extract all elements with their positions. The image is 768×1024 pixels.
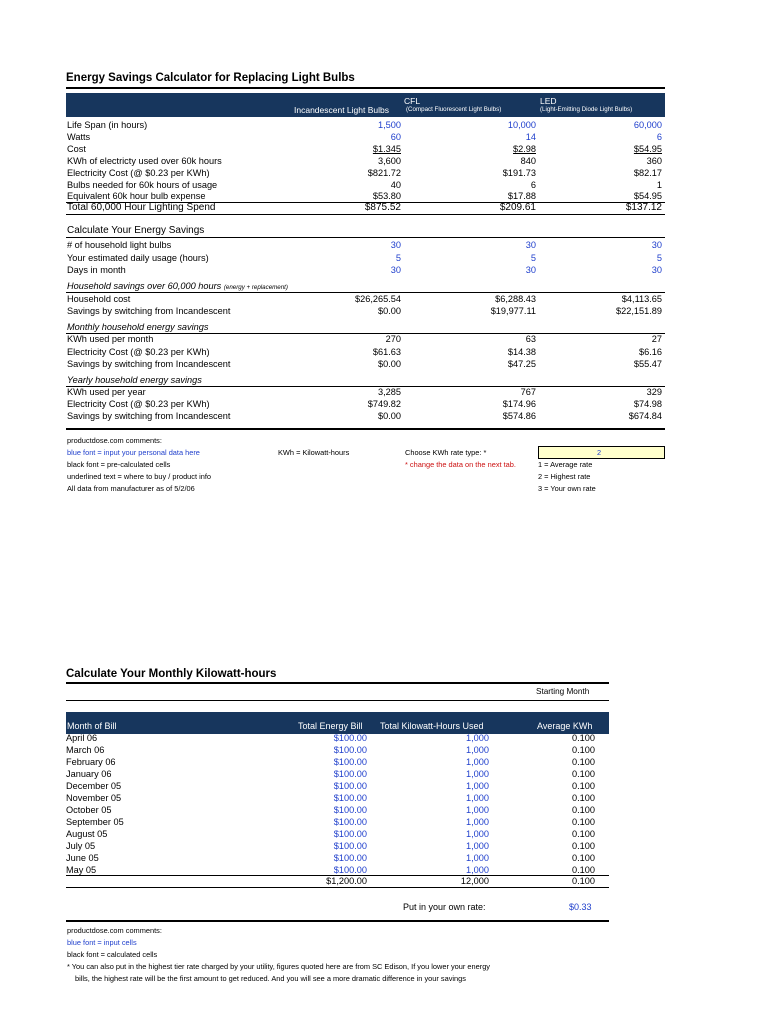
monthly-star-note-1: * You can also put in the highest tier rate charged by your utility, figures quoted here are from SC Edison, If you lower your energy <box>67 962 491 971</box>
table-row <box>0 398 768 410</box>
household-heading-sub: (energy + replacement) <box>223 284 288 291</box>
choose-rate-label: Choose KWh rate type: * <box>405 448 487 457</box>
rate-option-3: 3 = Your own rate <box>538 484 596 493</box>
kwh-input[interactable]: 1,000 <box>466 793 489 803</box>
title-rule <box>66 87 665 89</box>
table-row <box>0 143 768 155</box>
avg-cell: 0.100 <box>572 769 595 779</box>
avg-cell: 0.100 <box>572 781 595 791</box>
table-row <box>0 155 768 167</box>
table-row <box>0 305 768 317</box>
incandescent-value: 270 <box>385 334 401 344</box>
kwh-input[interactable]: 1,000 <box>466 733 489 743</box>
led-value: $4,113.65 <box>621 294 662 304</box>
table-row <box>0 119 768 131</box>
cfl-value: $6,288.43 <box>495 294 536 304</box>
incandescent-value: 40 <box>390 180 401 190</box>
starting-month-label: Starting Month <box>536 687 590 696</box>
col-bill-header: Total Energy Bill <box>298 721 363 731</box>
led-value[interactable]: 6 <box>656 132 662 142</box>
cfl-value[interactable]: 10,000 <box>507 120 536 130</box>
table-row <box>0 386 768 398</box>
row-label: Electricity Cost (@ $0.23 per KWh) <box>67 399 210 409</box>
cfl-value: $17.88 <box>507 191 536 201</box>
cfl-value: $14.38 <box>507 347 536 357</box>
table-row <box>0 252 768 264</box>
total-kwh: 12,000 <box>460 876 489 886</box>
table-row <box>0 756 768 768</box>
cfl-value: $191.73 <box>502 168 536 178</box>
month-cell: August 05 <box>66 829 108 839</box>
avg-cell: 0.100 <box>572 841 595 851</box>
incandescent-value: $53.80 <box>372 191 401 201</box>
month-cell: December 05 <box>66 781 122 791</box>
monthly-blue-note: blue font = input cells <box>67 938 137 947</box>
cfl-value: 6 <box>530 180 536 190</box>
table-row <box>0 333 768 345</box>
table-row <box>0 346 768 358</box>
own-rate-input[interactable]: $0.33 <box>569 902 592 912</box>
table-row <box>0 816 768 828</box>
table-row <box>0 780 768 792</box>
table-row <box>0 732 768 744</box>
row-label: Watts <box>67 132 91 142</box>
bill-input[interactable]: $100.00 <box>333 793 367 803</box>
kwh-input[interactable]: 1,000 <box>466 853 489 863</box>
led-input[interactable]: 30 <box>651 240 662 250</box>
incandescent-value: $821.72 <box>367 168 401 178</box>
row-label: Cost <box>67 144 86 154</box>
table-row <box>0 239 768 251</box>
cfl-value[interactable]: 14 <box>525 132 536 142</box>
led-total: $137.12 <box>625 202 662 213</box>
kwh-input[interactable]: 1,000 <box>466 805 489 815</box>
table-row <box>0 804 768 816</box>
total-bill: $1,200.00 <box>326 876 367 886</box>
avg-cell: 0.100 <box>572 829 595 839</box>
monthly-header-band <box>66 712 609 734</box>
avg-cell: 0.100 <box>572 745 595 755</box>
incandescent-total: $875.52 <box>364 202 401 213</box>
col-incandescent-header: Incandescent Light Bulbs <box>294 105 389 115</box>
cfl-value: $574.86 <box>502 411 536 421</box>
led-value: 360 <box>646 156 662 166</box>
table-row <box>0 264 768 276</box>
household-heading-text: Household savings over 60,000 hours <box>67 281 222 291</box>
incandescent-value: $0.00 <box>378 411 401 421</box>
incandescent-value: 3,285 <box>378 387 401 397</box>
avg-cell: 0.100 <box>572 817 595 827</box>
rate-option-2: 2 = Highest rate <box>538 472 591 481</box>
rate-option-1: 1 = Average rate <box>538 460 593 469</box>
calculator-header-band <box>66 93 665 117</box>
table-row <box>0 828 768 840</box>
month-cell: February 06 <box>66 757 116 767</box>
month-cell: May 05 <box>66 865 97 875</box>
led-value: $82.17 <box>633 168 662 178</box>
total-avg: 0.100 <box>572 876 595 886</box>
kwh-input[interactable]: 1,000 <box>466 865 489 875</box>
savings-rule <box>66 237 665 238</box>
led-value: 27 <box>651 334 662 344</box>
kwh-input[interactable]: 1,000 <box>466 781 489 791</box>
table-row <box>0 410 768 422</box>
led-input[interactable]: 5 <box>656 253 662 263</box>
bill-input[interactable]: $100.00 <box>333 853 367 863</box>
led-value: $55.47 <box>633 359 662 369</box>
col-led-header: LED <box>540 96 557 106</box>
cfl-cost-link[interactable]: $2.98 <box>513 144 536 154</box>
cfl-value: $47.25 <box>507 359 536 369</box>
table-row <box>0 840 768 852</box>
led-value: 1 <box>656 180 662 190</box>
own-rate-label: Put in your own rate: <box>403 902 486 912</box>
month-cell: April 06 <box>66 733 98 743</box>
row-label: # of household light bulbs <box>67 240 172 250</box>
incandescent-input[interactable]: 5 <box>395 253 401 263</box>
change-data-note: * change the data on the next tab. <box>405 460 516 469</box>
cfl-value: 840 <box>520 156 536 166</box>
led-cost-link[interactable]: $54.95 <box>633 144 662 154</box>
month-cell: November 05 <box>66 793 122 803</box>
kwh-input[interactable]: 1,000 <box>466 841 489 851</box>
section-end-rule <box>66 428 665 430</box>
month-cell: June 05 <box>66 853 99 863</box>
row-label: KWh of electricty used over 60k hours <box>67 156 222 166</box>
starting-month-rule <box>66 700 609 701</box>
table-row <box>0 792 768 804</box>
cfl-input[interactable]: 30 <box>525 265 536 275</box>
black-font-note: black font = pre-calculated cells <box>67 460 171 469</box>
avg-cell: 0.100 <box>572 805 595 815</box>
table-row <box>0 131 768 143</box>
cfl-value: $174.96 <box>502 399 536 409</box>
cfl-value: 63 <box>525 334 536 344</box>
row-label: Electricity Cost (@ $0.23 per KWh) <box>67 168 210 178</box>
bill-input[interactable]: $100.00 <box>333 733 367 743</box>
monthly-heading: Monthly household energy savings <box>67 322 209 332</box>
incandescent-value: 3,600 <box>378 156 401 166</box>
incandescent-input[interactable]: 30 <box>390 265 401 275</box>
underline-note: underlined text = where to buy / product info <box>67 472 212 481</box>
row-label: KWh used per month <box>67 334 154 344</box>
table-row <box>0 293 768 305</box>
data-source-note: All data from manufacturer as of 5/2/06 <box>67 484 195 493</box>
table-row <box>0 744 768 756</box>
bill-input[interactable]: $100.00 <box>333 805 367 815</box>
row-label: Life Span (in hours) <box>67 120 148 130</box>
kwh-input[interactable]: 1,000 <box>466 817 489 827</box>
row-label: Savings by switching from Incandescent <box>67 306 231 316</box>
monthly-star-note-2: bills, the highest rate will be the first amount to get reduced. And you will see a more dramatic difference in your savings <box>75 974 466 983</box>
bill-input[interactable]: $100.00 <box>333 769 367 779</box>
total-bottom-rule <box>66 214 665 215</box>
month-cell: October 05 <box>66 805 112 815</box>
col-avg-header: Average KWh <box>537 721 593 731</box>
table-row <box>0 852 768 864</box>
savings-heading: Calculate Your Energy Savings <box>67 225 205 236</box>
incandescent-value: $61.63 <box>372 347 401 357</box>
notes-header: productdose.com comments: <box>67 436 162 445</box>
incandescent-value: $0.00 <box>378 359 401 369</box>
kwh-input[interactable]: 1,000 <box>466 745 489 755</box>
bill-input[interactable]: $100.00 <box>333 757 367 767</box>
cfl-value: $19,977.11 <box>490 306 536 316</box>
month-cell: July 05 <box>66 841 96 851</box>
row-label: Days in month <box>67 265 126 275</box>
table-row <box>0 358 768 370</box>
led-value: $22,151.89 <box>616 306 662 316</box>
table-row <box>0 167 768 179</box>
led-value: 329 <box>646 387 662 397</box>
blue-font-note: blue font = input your personal data here <box>67 448 200 457</box>
monthly-notes-header: productdose.com comments: <box>67 926 162 935</box>
month-cell: September 05 <box>66 817 124 827</box>
led-value: $54.95 <box>633 191 662 201</box>
incandescent-value: $749.82 <box>367 399 401 409</box>
avg-cell: 0.100 <box>572 757 595 767</box>
col-led-subheader: (Light-Emitting Diode Light Bulbs) <box>540 106 633 113</box>
rate-type-value[interactable]: 2 <box>597 448 602 457</box>
total-row <box>0 202 768 214</box>
rate-type-input[interactable] <box>538 446 665 459</box>
bill-input[interactable]: $100.00 <box>333 829 367 839</box>
cfl-total: $209.61 <box>499 202 536 213</box>
household-heading <box>67 281 288 291</box>
month-cell: January 06 <box>66 769 112 779</box>
bill-input[interactable]: $100.00 <box>333 865 367 875</box>
calculator-title: Energy Savings Calculator for Replacing Light Bulbs <box>66 72 355 84</box>
cfl-input[interactable]: 30 <box>525 240 536 250</box>
led-value: $6.16 <box>639 347 662 357</box>
row-label: Savings by switching from Incandescent <box>67 411 231 421</box>
led-input[interactable]: 30 <box>651 265 662 275</box>
avg-cell: 0.100 <box>572 793 595 803</box>
avg-cell: 0.100 <box>572 853 595 863</box>
col-cfl-header: CFL <box>404 96 421 106</box>
table-row <box>0 768 768 780</box>
bill-input[interactable]: $100.00 <box>333 781 367 791</box>
bill-input[interactable]: $100.00 <box>333 841 367 851</box>
monthly-total-bottom-rule <box>66 887 609 888</box>
incandescent-value[interactable]: 1,500 <box>378 120 401 130</box>
incandescent-value: $26,265.54 <box>355 294 401 304</box>
cfl-input[interactable]: 5 <box>530 253 536 263</box>
incandescent-input[interactable]: 30 <box>390 240 401 250</box>
led-value: $674.84 <box>628 411 662 421</box>
row-label: Bulbs needed for 60k hours of usage <box>67 180 218 190</box>
monthly-kwh-title: Calculate Your Monthly Kilowatt-hours <box>66 668 277 680</box>
monthly-end-rule <box>66 920 609 922</box>
row-label: Savings by switching from Incandescent <box>67 359 231 369</box>
monthly-black-note: black font = calculated cells <box>67 950 158 959</box>
kwh-input[interactable]: 1,000 <box>466 769 489 779</box>
avg-cell: 0.100 <box>572 733 595 743</box>
incandescent-value: $0.00 <box>378 306 401 316</box>
row-label: KWh used per year <box>67 387 146 397</box>
row-label: Total 60,000 Hour Lighting Spend <box>67 202 216 213</box>
kwh-definition: KWh = Kilowatt-hours <box>278 448 350 457</box>
row-label: Household cost <box>67 294 131 304</box>
row-label: Electricity Cost (@ $0.23 per KWh) <box>67 347 210 357</box>
incandescent-value[interactable]: 60 <box>390 132 401 142</box>
monthly-title-rule <box>66 682 609 684</box>
col-month-header: Month of Bill <box>67 721 117 731</box>
bill-input[interactable]: $100.00 <box>333 745 367 755</box>
yearly-heading: Yearly household energy savings <box>67 375 202 385</box>
row-label: Your estimated daily usage (hours) <box>67 253 209 263</box>
kwh-input[interactable]: 1,000 <box>466 757 489 767</box>
incandescent-cost-link[interactable]: $1.345 <box>372 144 401 154</box>
avg-cell: 0.100 <box>572 865 595 875</box>
bill-input[interactable]: $100.00 <box>333 817 367 827</box>
kwh-input[interactable]: 1,000 <box>466 829 489 839</box>
month-cell: March 06 <box>66 745 105 755</box>
led-value[interactable]: 60,000 <box>633 120 662 130</box>
led-value: $74.98 <box>633 399 662 409</box>
row-label: Equivalent 60k hour bulb expense <box>67 191 206 201</box>
cfl-value: 767 <box>520 387 536 397</box>
totals-row <box>0 875 768 887</box>
col-cfl-subheader: (Compact Fluorescent Light Bulbs) <box>406 106 502 113</box>
table-row <box>0 190 768 202</box>
col-kwh-header: Total Kilowatt-Hours Used <box>380 721 484 731</box>
